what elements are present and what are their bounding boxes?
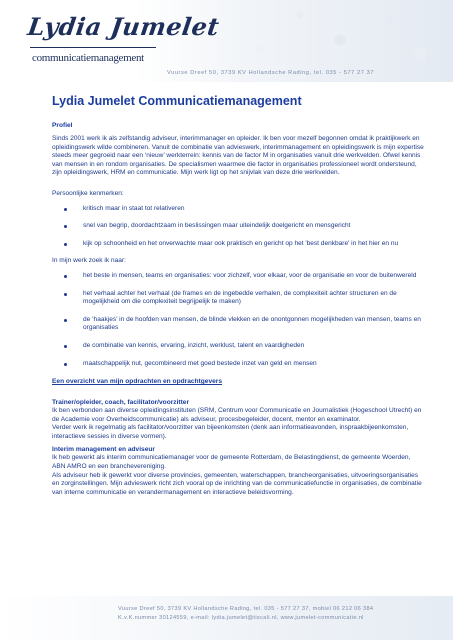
bullet-icon bbox=[64, 319, 67, 322]
profiel-paragraph: Sinds 2001 werk ik als zelfstandig adviseur, interimmanager en opleider. Ik ben voor mezelf begonnen omdat ik praktijkwerk en opleidingswerk wilde combineren. Vanuit de combinatie van advieswerk, interimmanagement en opleidingswerk is mijn expertise steeds meer gegroeid naar een ‘nieuw’ werkterrein: kennis van de factor M in organisaties vanuit drie werkvelden. Ofwel kennis van mensen in en rondom organisaties. De specialismen waarmee die factor in organisaties professioneel wordt ondersteund, zijn opleidingswerk, HRM en communicatie. Mijn werk ligt op het snijvlak van deze drie werkvelden. bbox=[52, 135, 424, 177]
bullet-icon bbox=[64, 208, 67, 211]
document-body bbox=[52, 94, 424, 497]
logo-name: Lydia Jumelet bbox=[25, 12, 222, 41]
page-title: Lydia Jumelet Communicatiemanagement bbox=[52, 94, 302, 108]
logo-subtitle: communicatiemanagement bbox=[32, 52, 144, 64]
bullet-icon bbox=[64, 363, 67, 366]
bullet-icon bbox=[64, 293, 67, 296]
bullet-icon bbox=[64, 225, 67, 228]
kenmerken-label: Persoonlijke kenmerken: bbox=[52, 189, 124, 197]
bullet-icon bbox=[64, 275, 67, 278]
list-item: de combinatie van kennis, ervaring, inzicht, werklust, talent en vaardigheden bbox=[52, 342, 424, 351]
interim-paragraph: Ik heb gewerkt als interim communicatiemanager voor de gemeente Rotterdam, de Belastingdienst, de gemeente Woerden, ABN AMRO en een branchevereniging. bbox=[52, 454, 411, 471]
letterhead-footer bbox=[0, 596, 453, 640]
bullet-icon bbox=[64, 345, 67, 348]
zoek-list bbox=[52, 272, 424, 368]
letterhead bbox=[0, 0, 453, 82]
trainer-heading: Trainer/opleider, coach, facilitator/voorzitter bbox=[52, 399, 190, 407]
list-item: het verhaal achter het verhaal (de frames en de ingebedde verhalen, de complexiteit achter structuren en de mogelijkheid om die complexiteit begrijpelijk te maken) bbox=[52, 290, 424, 307]
footer-contact: K.v.K.nummer 30124559, e-mail: lydia.jumelet@tiscali.nl, www.jumelet-communicatie.nl bbox=[118, 615, 364, 621]
kenmerken-list bbox=[52, 205, 424, 249]
interim-heading: Interim management en adviseur bbox=[52, 446, 155, 454]
profiel-heading: Profiel bbox=[52, 122, 73, 129]
interim-paragraph-2: Als adviseur heb ik gewerkt voor diverse provincies, gemeenten, waterschappen, brancheorganisaties, uitvoeringsorganisaties en zorginstellingen. Mijn advieswerk richt zich vooral op de inrichting van de communicatiefunctie in organisaties, de combinatie van interne communicatie en verandermanagement en interactieve beleidsvorming. bbox=[52, 471, 422, 496]
list-item: de ‘haakjes’ in de hoofden van mensen, de blinde vlekken en de onontgonnen mogelijkheden van mensen, teams en organisaties bbox=[52, 316, 424, 333]
list-item: snel van begrip, doordachtzaam in beslissingen maar uiteindelijk doelgericht en mensgericht bbox=[52, 222, 424, 231]
trainer-paragraph-2: Verder werk ik regelmatig als facilitator/voorzitter van bijeenkomsten (denk aan informatieavonden, inspraakbijeenkomsten, interactieve sessies in diverse vormen). bbox=[52, 424, 409, 440]
overzicht-heading: Een overzicht van mijn opdrachten en opdrachtgevers bbox=[52, 378, 223, 386]
zoek-label: In mijn werk zoek ik naar: bbox=[52, 257, 126, 265]
bullet-icon bbox=[64, 243, 67, 246]
trainer-paragraph: Ik ben verbonden aan diverse opleidingsinstituten (SRM, Centrum voor Communicatie en Journalistiek (Hogeschool Utrecht) en de Academie voor Overheidscommunicatie) als adviseur, procesbegeleider, docent, mentor en examinator. bbox=[52, 407, 422, 423]
list-item: kijk op schoonheid en het onverwachte maar ook praktisch en gericht op het 'best denkbare' in het hier en nu bbox=[52, 240, 424, 249]
company-logo bbox=[25, 12, 222, 76]
list-item: kritisch maar in staat tot relativeren bbox=[52, 205, 424, 214]
header-address: Vuurse Dreef 50, 3739 KV Hollandsche Rading, tel. 035 - 577 27 37 bbox=[167, 70, 375, 76]
list-item: het beste in mensen, teams en organisaties: voor zichzelf, voor elkaar, voor de organisatie en voor de buitenwereld bbox=[52, 272, 424, 281]
list-item: maatschappelijk nut, gecombineerd met goed bestede inzet van geld en mensen bbox=[52, 360, 424, 369]
footer-address: Vuurse Dreef 50, 3739 KV Hollandsche Rading, tel. 035 - 577 27 37, mobiel 06 212 06 384 bbox=[118, 606, 374, 612]
logo-divider bbox=[30, 47, 156, 48]
